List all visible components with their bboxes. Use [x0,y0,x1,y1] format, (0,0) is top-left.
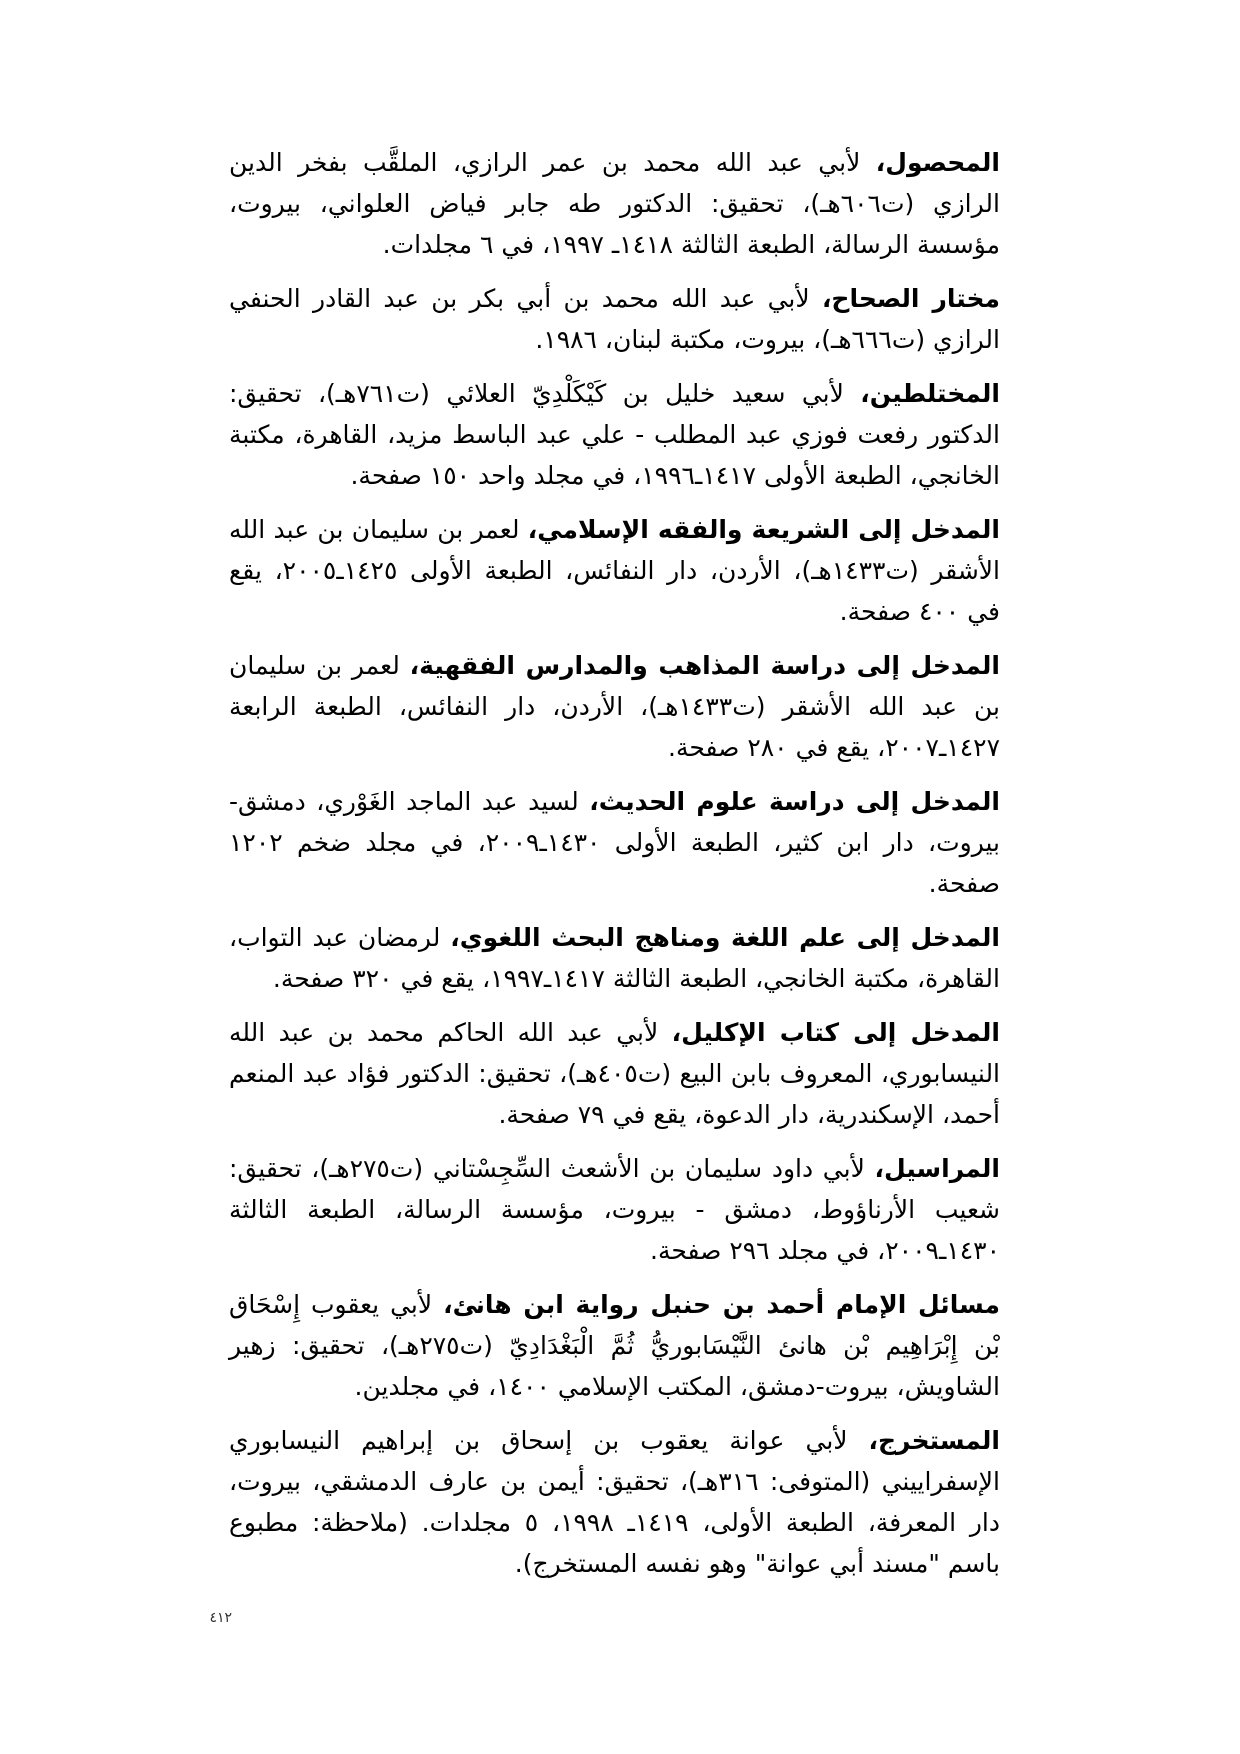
entry-text: لعمر بن سليمان بن عبد الله الأشقر (ت١٤٣٣هـ)، الأردن، دار النفائس، الطبعة الأولى ١٤٢٥ـ٢٠٠٥، يقع في ٤٠٠ صفحة. [229,515,1000,626]
bibliography-entry [229,1148,1000,1271]
bibliography-entry [229,645,1000,768]
entry-text: لأبي عبد الله محمد بن أبي بكر بن عبد القادر الحنفي الرازي (ت٦٦٦هـ)، بيروت، مكتبة لبنان، ١٩٨٦. [229,284,1000,354]
bibliography-entry [229,781,1000,904]
entry-title: المستخرج، [868,1426,1000,1455]
entry-text: لأبي سعيد خليل بن كَيْكَلْدِيّ العلائي (ت٧٦١هـ)، تحقيق: الدكتور رفعت فوزي عبد المطلب - علي عبد الباسط مزيد، القاهرة، مكتبة الخانجي، الطبعة الأولى ١٤١٧ـ١٩٩٦، في مجلد واحد ١٥٠ صفحة. [229,379,1000,490]
entry-text: لأبي يعقوب إِسْحَاق بْن إِبْرَاهِيم بْن هانئ النَّيْسَابوريُّ ثُمَّ الْبَغْدَادِيّ (ت٢٧٥هـ)، تحقيق: زهير الشاويش، بيروت-دمشق، المكتب الإسلامي ١٤٠٠، في مجلدين. [229,1290,1000,1401]
entry-text: لسيد عبد الماجد الغَوْري، دمشق-بيروت، دار ابن كثير، الطبعة الأولى ١٤٣٠ـ٢٠٠٩، في مجلد ضخم ١٢٠٢ صفحة. [229,787,1001,898]
bibliography-entry [229,1284,1000,1407]
entry-title: مختار الصحاح، [821,284,1000,313]
entry-text: لأبي داود سليمان بن الأشعث السِّجِسْتاني (ت٢٧٥هـ)، تحقيق: شعيب الأرناؤوط، دمشق - بيروت، مؤسسة الرسالة، الطبعة الثالثة ١٤٣٠ـ٢٠٠٩، في مجلد ٢٩٦ صفحة. [229,1154,1000,1265]
entry-title: المختلطين، [860,379,1000,408]
entry-title: المدخل إلى دراسة المذاهب والمدارس الفقهية، [409,651,1000,680]
entry-text: لأبي عوانة يعقوب بن إسحاق بن إبراهيم النيسابوري الإسفراييني (المتوفى: ٣١٦هـ)، تحقيق: أيمن بن عارف الدمشقي، بيروت، دار المعرفة، الطبعة الأولى، ١٤١٩ـ ١٩٩٨، ٥ مجلدات. (ملاحظة: مطبوع باسم "مسند أبي عوانة" وهو نفسه المستخرج). [229,1426,1000,1578]
bibliography-entry [229,373,1000,496]
entry-title: المراسيل، [874,1154,1000,1183]
bibliography-entry [229,1012,1000,1135]
entry-text: لأبي عبد الله محمد بن عمر الرازي، الملقَّب بفخر الدين الرازي (ت٦٠٦هـ)، تحقيق: الدكتور طه جابر فياض العلواني، بيروت، مؤسسة الرسالة، الطبعة الثالثة ١٤١٨ـ ١٩٩٧، في ٦ مجلدات. [229,148,1000,259]
bibliography-entry [229,917,1000,999]
bibliography-entry [229,509,1000,632]
entry-title: المدخل إلى كتاب الإكليل، [671,1018,1000,1047]
page-number: ٤١٢ [209,1610,232,1626]
bibliography-list [229,142,1000,1597]
bibliography-entry [229,1420,1000,1584]
bibliography-entry [229,142,1000,265]
entry-title: مسائل الإمام أحمد بن حنبل رواية ابن هانئ، [443,1290,1000,1319]
entry-title: المدخل إلى علم اللغة ومناهج البحث اللغوي، [450,923,1000,952]
entry-text: لرمضان عبد التواب، القاهرة، مكتبة الخانجي، الطبعة الثالثة ١٤١٧ـ١٩٩٧، يقع في ٣٢٠ صفحة. [229,923,1000,993]
bibliography-entry [229,278,1000,360]
entry-title: المدخل إلى الشريعة والفقه الإسلامي، [527,515,1001,544]
entry-title: المدخل إلى دراسة علوم الحديث، [589,787,1000,816]
entry-text: لأبي عبد الله الحاكم محمد بن عبد الله النيسابوري، المعروف بابن البيع (ت٤٠٥هـ)، تحقيق: الدكتور فؤاد عبد المنعم أحمد، الإسكندرية، دار الدعوة، يقع في ٧٩ صفحة. [229,1018,1001,1129]
entry-text: لعمر بن سليمان بن عبد الله الأشقر (ت١٤٣٣هـ)، الأردن، دار النفائس، الطبعة الرابعة ١٤٢٧ـ٢٠٠٧، يقع في ٢٨٠ صفحة. [229,651,1000,762]
entry-title: المحصول، [875,148,1000,177]
